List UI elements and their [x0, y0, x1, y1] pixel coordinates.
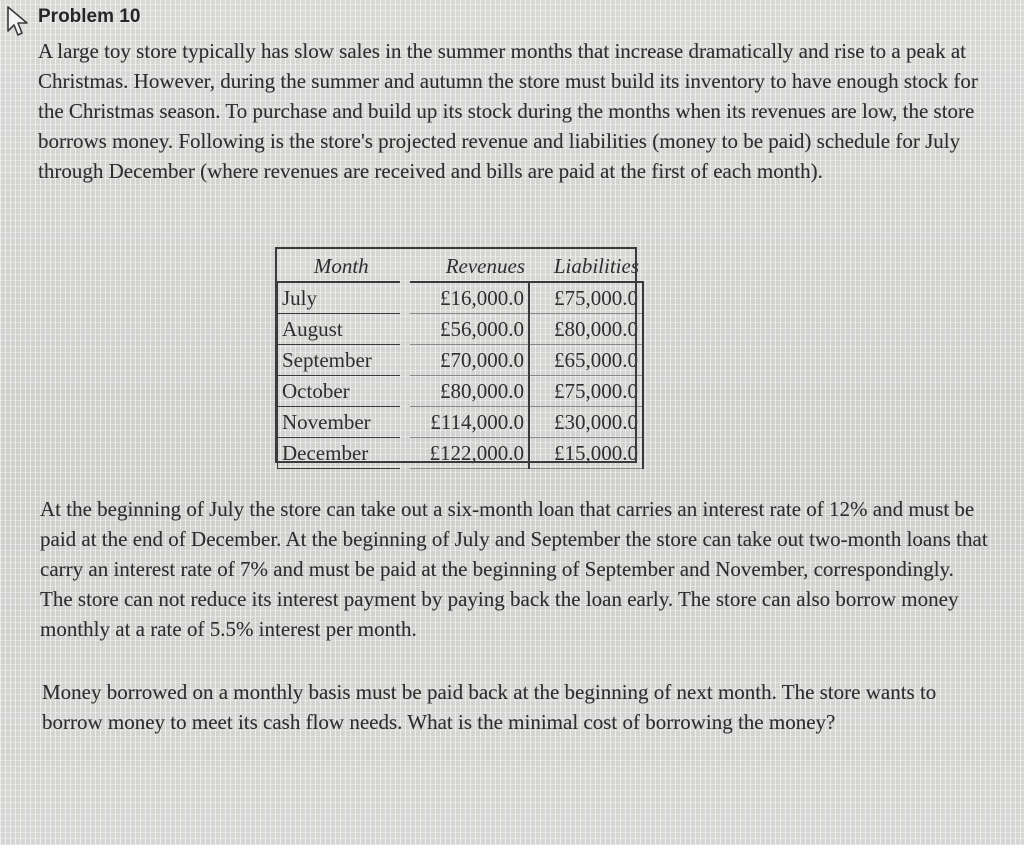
liability-cell: £30,000.0	[529, 407, 643, 438]
header-revenues: Revenues	[405, 251, 529, 282]
table-row	[278, 282, 644, 314]
liability-cell: £65,000.0	[529, 345, 643, 376]
liability-cell: £80,000.0	[529, 314, 643, 345]
loans-paragraph: At the beginning of July the store can take out a six-month loan that carries an interest rate of 12% and must be paid at the end of December. At the beginning of July and September the store can take out two-month loans that carry an interest rate of 7% and must be paid at the beginning of September and November, correspondingly. The store can not reduce its interest payment by paying back the loan early. The store can also borrow money monthly at a rate of 5.5% interest per month.	[40, 497, 988, 641]
table-row	[278, 314, 644, 345]
revenue-liabilities-table	[277, 251, 644, 469]
revenue-cell: £16,000.0	[405, 282, 529, 314]
month-cell: October	[278, 376, 406, 407]
table-row	[278, 438, 644, 469]
liability-cell: £15,000.0	[529, 438, 643, 469]
month-cell: November	[278, 407, 406, 438]
revenue-cell: £80,000.0	[405, 376, 529, 407]
header-month: Month	[278, 251, 406, 282]
table-row	[278, 376, 644, 407]
table-row	[278, 345, 644, 376]
revenue-cell: £56,000.0	[405, 314, 529, 345]
month-cell: July	[278, 282, 406, 314]
revenue-cell: £122,000.0	[405, 438, 529, 469]
month-cell: August	[278, 314, 406, 345]
intro-paragraph: A large toy store typically has slow sales in the summer months that increase dramatically and rise to a peak at Christmas. However, during the summer and autumn the store must build its inventory to have enough stock for the Christmas season. To purchase and build up its stock during the months when its revenues are low, the store borrows money. Following is the store's projected revenue and liabilities (money to be paid) schedule for July through December (where revenues are received and bills are paid at the first of each month).	[38, 39, 978, 183]
month-cell: December	[278, 438, 406, 469]
revenue-cell: £70,000.0	[405, 345, 529, 376]
question-paragraph: Money borrowed on a monthly basis must be paid back at the beginning of next month. The store wants to borrow money to meet its cash flow needs. What is the minimal cost of borrowing the money?	[42, 680, 937, 734]
liability-cell: £75,000.0	[529, 282, 643, 314]
month-cell: September	[278, 345, 406, 376]
mouse-pointer-icon	[4, 4, 32, 38]
table-row	[278, 407, 644, 438]
problem-title: Problem 10	[38, 6, 141, 27]
table-header-row	[278, 251, 644, 282]
liability-cell: £75,000.0	[529, 376, 643, 407]
header-liabilities: Liabilities	[529, 251, 643, 282]
revenue-cell: £114,000.0	[405, 407, 529, 438]
